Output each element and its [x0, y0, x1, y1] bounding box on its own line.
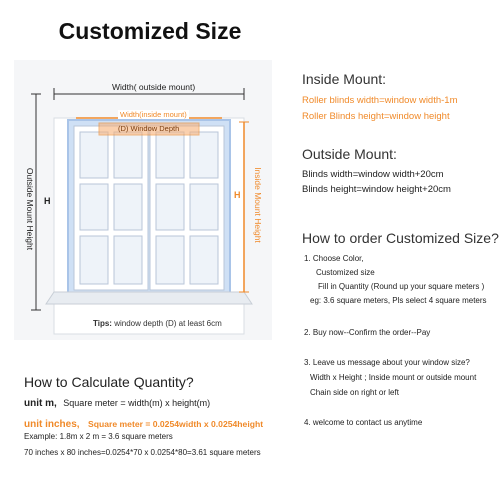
inside-mount-line2: Roller Blinds height=window height: [302, 111, 450, 122]
order-step3-a: 3. Leave us message about your window size?: [304, 358, 470, 367]
tips-label: Tips:: [93, 319, 112, 328]
order-step1-b: Customized size: [316, 268, 375, 277]
tips-note: [90, 318, 225, 329]
calc-unit-in-row: [24, 414, 263, 432]
window-sill: [46, 292, 252, 304]
h-right-label: H: [234, 190, 241, 200]
order-step3-c: Chain side on right or left: [310, 388, 399, 397]
unit-m-label: unit m,: [24, 398, 57, 409]
outside-mount-heading: Outside Mount:: [302, 146, 397, 162]
outside-mount-line2: Blinds height=window height+20cm: [302, 184, 451, 195]
tips-text: window depth (D) at least 6cm: [111, 319, 222, 328]
inside-mount-heading: Inside Mount:: [302, 71, 387, 87]
window-diagram: [14, 60, 272, 340]
inside-mount-line1: Roller blinds width=window width-1m: [302, 95, 458, 106]
order-step3-b: Width x Height ; Inside mount or outside mount: [310, 373, 477, 382]
h-left-label: H: [44, 196, 51, 206]
width-inside-label: Width(inside mount): [120, 110, 187, 119]
order-step1-a: 1. Choose Color,: [304, 254, 364, 263]
calc-heading: How to Calculate Quantity?: [24, 374, 194, 390]
order-step4: 4. welcome to contact us anytime: [304, 418, 423, 427]
order-step1-d: eg: 3.6 square meters, Pls select 4 square meters: [310, 296, 487, 305]
unit-in-formula: Square meter = 0.0254width x 0.0254height: [88, 419, 264, 429]
window-depth-label: (D) Window Depth: [118, 124, 180, 133]
order-step1-c: Fill in Quantity (Round up your square meters ): [318, 282, 485, 291]
width-outside-label: Width( outside mount): [112, 82, 196, 92]
inside-height-label: Inside Mount Height: [253, 167, 263, 243]
order-step2: 2. Buy now--Confirm the order--Pay: [304, 328, 431, 337]
unit-m-formula: Square meter = width(m) x height(m): [63, 398, 211, 408]
page-title: Customized Size: [58, 18, 242, 44]
window-illustration: [14, 60, 272, 340]
calc-example2: 70 inches x 80 inches=0.0254*70 x 0.0254*80=3.61 square meters: [24, 448, 261, 457]
order-heading: How to order Customized Size?: [302, 230, 499, 246]
unit-in-label: unit inches,: [24, 419, 80, 430]
outside-mount-line1: Blinds width=window width+20cm: [302, 169, 444, 180]
outside-height-label: Outside Mount Height: [25, 167, 35, 251]
calc-unit-m-row: [24, 398, 210, 409]
calc-example: Example: 1.8m x 2 m = 3.6 square meters: [24, 432, 173, 441]
